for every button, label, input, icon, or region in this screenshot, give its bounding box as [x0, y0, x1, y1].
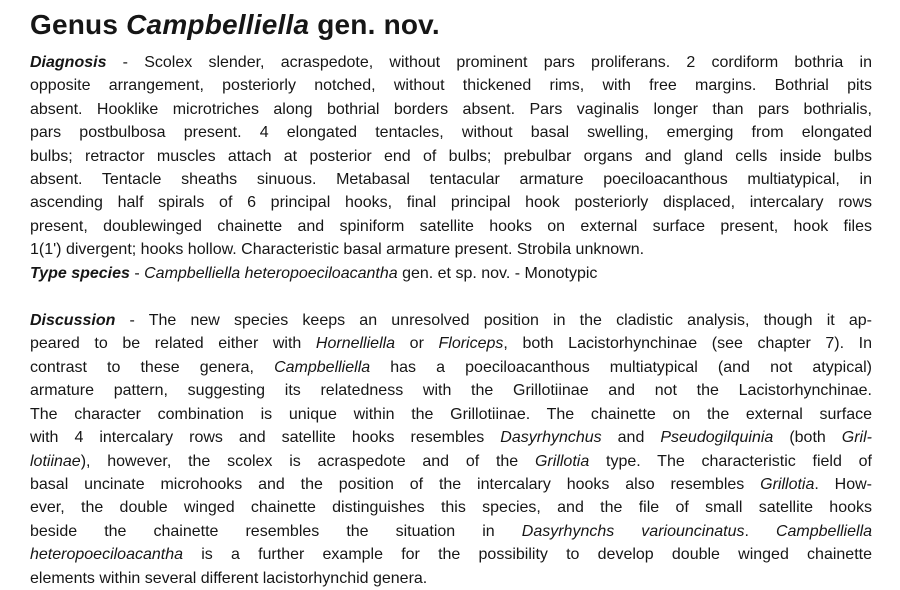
emphasized-text: Pseudogilquinia [660, 429, 774, 447]
emphasized-text: Dasyrhynchs variouncinatus [521, 522, 745, 540]
text-run: or [395, 335, 439, 353]
discussion-paragraph [30, 309, 872, 590]
emphasized-text: Dasyrhynchus [500, 429, 602, 447]
text-run: beside the chainette resembles the situation in [30, 522, 522, 540]
text-line [30, 379, 872, 402]
text-line [30, 51, 872, 74]
text-line [30, 356, 872, 379]
text-line [30, 567, 872, 590]
text-run: bulbs; retractor muscles attach at posterior end of bulbs; prebulbar organs and gland cells inside bulbs [30, 147, 872, 165]
text-line [30, 450, 872, 473]
text-run: has a poeciloacanthous multiatypical (and not atypical) [370, 358, 872, 376]
text-line [30, 121, 872, 144]
emphasized-text: Floriceps [438, 335, 504, 353]
text-run: opposite arrangement, posteriorly notched, without thickened rims, with free margins. Bothrial pits [30, 77, 872, 95]
text-run: ascending half spirals of 6 principal hooks, final principal hook posteriorly displaced, intercalary rows [30, 194, 872, 212]
emphasized-text: Campbelliella [126, 9, 310, 40]
emphasized-text: Type species [30, 264, 130, 282]
text-run: The character combination is unique within the Grillotiinae. The chainette on the external surface [30, 405, 872, 423]
text-run: (both [773, 429, 842, 447]
emphasized-text: Campbelliella heteropoeciloacantha [144, 264, 398, 282]
text-line [30, 520, 872, 543]
text-line [30, 309, 872, 332]
genus-heading [30, 8, 872, 42]
text-line [30, 215, 872, 238]
text-line [30, 403, 872, 426]
text-run: absent. Tentacle sheaths sinuous. Metabasal tentacular armature poeciloacanthous multiatypical, in [30, 171, 872, 189]
text-line [30, 543, 872, 566]
text-run: . How- [814, 475, 872, 493]
text-line [30, 238, 872, 261]
emphasized-text: Genus [30, 9, 127, 40]
text-line [30, 262, 872, 285]
diagnosis-paragraph [30, 51, 872, 262]
text-line [30, 332, 872, 355]
text-line [30, 98, 872, 121]
text-run: contrast to these genera, [30, 358, 275, 376]
emphasized-text: Hornelliella [315, 335, 396, 353]
text-run: ), however, the scolex is acraspedote and of the [80, 452, 535, 470]
emphasized-text: gen. nov. [309, 9, 440, 40]
text-run: and [601, 429, 661, 447]
emphasized-text: Gril- [841, 429, 872, 447]
text-run: type. The characteristic field of [589, 452, 873, 470]
text-run: basal uncinate microhooks and the position of the intercalary hooks also resembles [30, 475, 761, 493]
text-run: - Scolex slender, acraspedote, without prominent pars proliferans. 2 cordiform bothria in [106, 54, 872, 71]
text-run: armature pattern, suggesting its relatedness with the Grillotiinae and not the Lacistorhynchinae. [30, 382, 872, 400]
emphasized-text: heteropoeciloacantha [30, 546, 184, 564]
text-run: pars postbulbosa present. 4 elongated tentacles, without basal swelling, emerging from elongated [30, 124, 872, 142]
type-species-paragraph [30, 262, 872, 285]
emphasized-text: Campbelliella [274, 358, 371, 376]
text-line [30, 74, 872, 97]
emphasized-text: Diagnosis [30, 54, 107, 71]
emphasized-text: Campbelliella [775, 522, 873, 540]
text-run: . [744, 522, 776, 540]
text-line [30, 145, 872, 168]
text-run: gen. et sp. nov. - Monotypic [397, 264, 598, 282]
text-run: - The new species keeps an unresolved position in the cladistic analysis, though it ap- [115, 312, 872, 330]
emphasized-text: Grillotia [760, 475, 815, 493]
text-run: , both Lacistorhynchinae (see chapter 7). In [503, 335, 873, 353]
text-line [30, 191, 872, 214]
text-line [30, 496, 872, 519]
text-line [30, 473, 872, 496]
text-line [30, 168, 872, 191]
text-line [30, 426, 872, 449]
text-run: absent. Hooklike microtriches along bothrial borders absent. Pars vaginalis longer than pars bothrialis, [30, 100, 872, 118]
text-run: elements within several different lacistorhynchid genera. [30, 569, 428, 587]
text-run: 1(1') divergent; hooks hollow. Characteristic basal armature present. Strobila unknown. [30, 241, 645, 259]
text-run: with 4 intercalary rows and satellite hooks resembles [30, 429, 501, 447]
text-run: peared to be related either with [30, 335, 316, 353]
emphasized-text: Grillotia [534, 452, 590, 470]
emphasized-text: lotiinae [30, 452, 81, 470]
text-run: is a further example for the possibility to develop double winged chainette [183, 546, 872, 564]
text-run: present, doublewinged chainette and spiniform satellite hooks on external surface present, hook files [30, 217, 872, 235]
emphasized-text: Discussion [30, 312, 116, 330]
text-run: - [129, 264, 145, 282]
text-run: ever, the double winged chainette distinguishes this species, and the file of small satellite hooks [30, 499, 872, 517]
